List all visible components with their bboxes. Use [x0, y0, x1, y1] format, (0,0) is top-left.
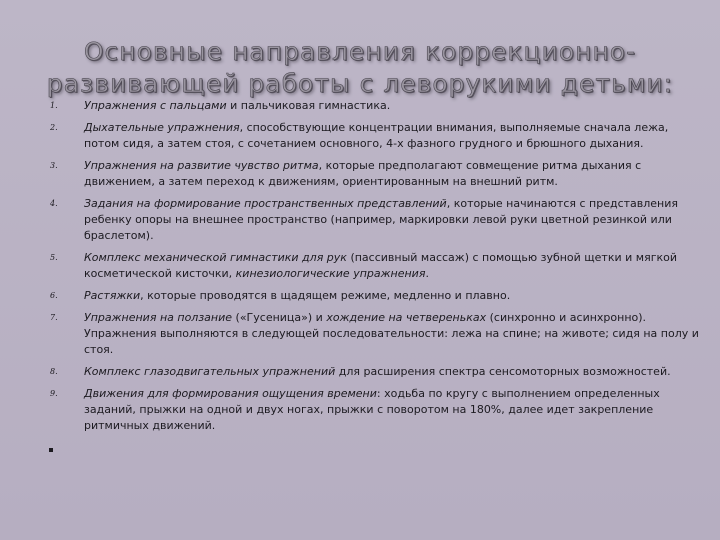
emphasis-text: Упражнения с пальцами [84, 99, 227, 112]
list-item-text [84, 98, 704, 114]
list-item-text [84, 158, 704, 190]
list-item [50, 250, 704, 282]
list-item-text [84, 120, 704, 152]
list-item-text [84, 386, 704, 434]
slide-title-line-1: Основные направления коррекционно- [83, 37, 637, 66]
list-item [50, 386, 704, 434]
plain-text: и пальчиковая гимнастика. [226, 99, 391, 112]
plain-text: , которые проводятся в щадящем режиме, медленно и плавно. [140, 289, 511, 302]
emphasis-text: Задания на формирование пространственных представлений [84, 197, 447, 210]
emphasis-text: Растяжки [84, 289, 141, 302]
plain-text: для расширения спектра сенсомоторных возможностей. [335, 365, 671, 378]
list-item [50, 98, 704, 114]
list-item [50, 364, 704, 380]
plain-text: («Гусеница») и [232, 311, 327, 324]
list-item-text [84, 250, 704, 282]
slide-title [20, 36, 700, 100]
list-item-number: 5. [50, 253, 58, 262]
list-item-number: 7. [50, 313, 58, 322]
list-item-number: 1. [50, 101, 58, 110]
emphasis-text: Дыхательные упражнения [84, 121, 240, 134]
emphasis-text: Комплекс глазодвигательных упражнений [84, 365, 336, 378]
list-item-number: 3. [50, 161, 58, 170]
list-item [50, 310, 704, 358]
slide-title-line-2: развивающей работы с леворукими детьми: [46, 69, 674, 98]
list-item-number: 6. [50, 291, 58, 300]
list-item-text [84, 196, 704, 244]
plain-text: , способствующие концентрации внимания, выполняемые сначала лежа, потом сидя, а затем стоя, с сочетанием основного, 4-х фазного грудного и брюшного дыхания. [84, 121, 669, 150]
list-item-text [84, 364, 704, 380]
emphasis-text: кинезиологические упражнения [235, 267, 426, 280]
emphasis-text: хождение на четвереньках [326, 311, 487, 324]
plain-text: . [425, 267, 429, 280]
plain-text: (пассивный массаж) с помощью зубной щетки и мягкой косметической кисточки, [84, 251, 677, 280]
list-item [50, 288, 704, 304]
list-item [50, 196, 704, 244]
list-item-text [84, 288, 704, 304]
list-item-number: 4. [50, 199, 58, 208]
list-item [50, 120, 704, 152]
list-item-text [84, 310, 704, 358]
list-item-number: 2. [50, 123, 58, 132]
plain-text: : ходьба по кругу с выполнением определенных заданий, прыжки на одной и двух ногах, прыжки с поворотом на 180%, далее идет закрепление ритмичных движений. [84, 387, 660, 432]
emphasis-text: Комплекс механической гимнастики для рук [84, 251, 347, 264]
plain-text: , которые начинаются с представления ребенку опоры на внешнее пространство (например, маркировки левой руки цветной резинкой или браслетом). [84, 197, 679, 242]
emphasis-text: Упражнения на ползание [84, 311, 233, 324]
list-item-number: 9. [50, 389, 58, 398]
list-item [50, 158, 704, 190]
plain-text: , которые предполагают совмещение ритма дыхания с движением, а затем переход к движениям, ориентированным на внешний ритм. [84, 159, 642, 188]
list-item-number: 8. [50, 367, 58, 376]
directions-list [50, 98, 704, 440]
emphasis-text: Упражнения на развитие чувство ритма [84, 159, 319, 172]
emphasis-text: Движения для формирования ощущения времени [84, 387, 377, 400]
plain-text: (синхронно и асинхронно). Упражнения выполняются в следующей последовательности: лежа на спине; на животе; сидя на полу и стоя. [84, 311, 699, 356]
empty-bullet [49, 448, 53, 452]
